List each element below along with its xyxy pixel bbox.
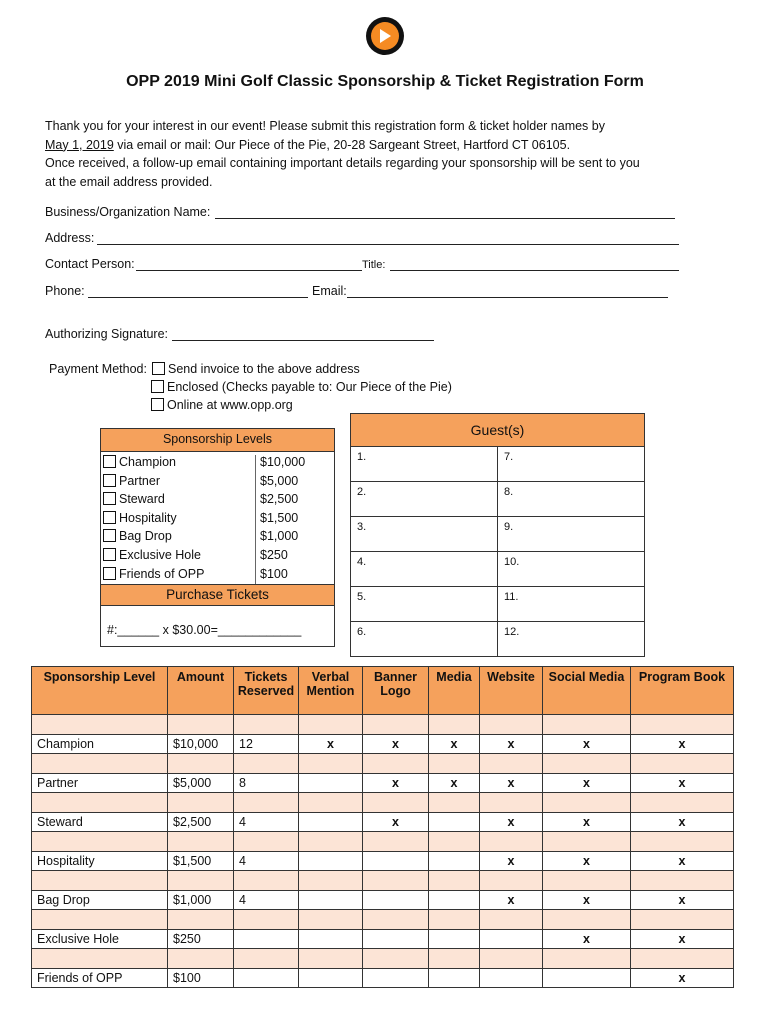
spacer-cell [429,832,480,852]
table-cell: Partner [32,774,168,793]
table-cell: 4 [234,891,299,910]
table-cell [299,930,363,949]
table-cell [429,813,480,832]
table-cell: x [480,891,543,910]
level-option[interactable]: Hospitality $1,500 [103,511,332,529]
payment-label: Payment Method: [49,362,147,376]
table-cell: x [543,813,631,832]
table-cell: x [480,774,543,793]
table-cell: x [480,813,543,832]
guest-field[interactable]: 4. [351,552,498,587]
spacer-row [32,949,734,969]
level-option[interactable]: Champion $10,000 [103,455,332,473]
level-option[interactable]: Exclusive Hole $250 [103,548,332,566]
spacer-cell [32,715,168,735]
table-cell: x [631,969,734,988]
spacer-cell [631,910,734,930]
checkbox[interactable] [103,548,116,561]
title-label: Title: [362,259,386,271]
guest-field[interactable]: 2. [351,482,498,517]
signature-input[interactable] [172,340,434,341]
table-cell: Bag Drop [32,891,168,910]
table-cell: 4 [234,852,299,871]
contact-label: Contact Person: [45,257,135,271]
purchase-tickets-heading: Purchase Tickets [101,584,334,606]
table-cell: x [631,930,734,949]
level-option[interactable]: Bag Drop $1,000 [103,529,332,547]
guest-field[interactable]: 9. [498,517,645,552]
table-cell [363,969,429,988]
guest-field[interactable]: 5. [351,587,498,622]
spacer-cell [429,793,480,813]
spacer-cell [543,910,631,930]
table-cell: Friends of OPP [32,969,168,988]
spacer-cell [234,949,299,969]
spacer-cell [429,949,480,969]
spacer-cell [363,949,429,969]
table-cell: x [631,891,734,910]
column-header: Amount [168,667,234,715]
table-cell: x [543,930,631,949]
table-cell: x [543,891,631,910]
guest-field[interactable]: 7. [498,447,645,482]
column-header: Verbal Mention [299,667,363,715]
address-label: Address: [45,231,95,245]
checkbox[interactable] [103,511,116,524]
table-cell: x [631,852,734,871]
play-icon [380,29,391,43]
level-option[interactable]: Friends of OPP $100 [103,567,332,585]
spacer-cell [363,754,429,774]
table-cell [299,852,363,871]
spacer-cell [363,793,429,813]
benefits-table [31,666,734,988]
spacer-cell [480,832,543,852]
column-header: Social Media [543,667,631,715]
phone-input[interactable] [88,297,308,298]
column-header: Sponsorship Level [32,667,168,715]
column-header: Banner Logo [363,667,429,715]
spacer-cell [168,910,234,930]
spacer-cell [32,754,168,774]
opp-logo [366,17,404,55]
spacer-cell [363,871,429,891]
table-cell [299,891,363,910]
spacer-cell [480,871,543,891]
table-cell [299,813,363,832]
email-label: Email: [312,284,347,298]
spacer-cell [168,871,234,891]
table-cell: x [299,735,363,754]
spacer-cell [299,871,363,891]
table-cell: x [543,735,631,754]
spacer-cell [299,910,363,930]
table-cell: 12 [234,735,299,754]
spacer-cell [32,871,168,891]
spacer-cell [168,832,234,852]
table-cell: 4 [234,813,299,832]
spacer-cell [168,793,234,813]
table-cell: x [631,813,734,832]
spacer-cell [543,871,631,891]
guest-field[interactable]: 8. [498,482,645,517]
table-cell: Hospitality [32,852,168,871]
table-cell: x [480,735,543,754]
spacer-cell [168,715,234,735]
table-cell [234,969,299,988]
spacer-cell [363,715,429,735]
table-cell: x [429,774,480,793]
title-input[interactable] [390,270,679,271]
spacer-row [32,793,734,813]
table-cell: Exclusive Hole [32,930,168,949]
table-cell: $1,500 [168,852,234,871]
spacer-cell [543,754,631,774]
spacer-cell [631,871,734,891]
table-cell [543,969,631,988]
table-cell [429,891,480,910]
spacer-row [32,754,734,774]
table-cell [363,930,429,949]
spacer-cell [32,832,168,852]
spacer-cell [429,715,480,735]
address-input[interactable] [97,244,679,245]
contact-input[interactable] [136,270,362,271]
table-cell [234,930,299,949]
table-cell: $10,000 [168,735,234,754]
page-title: OPP 2019 Mini Golf Classic Sponsorship & Ticket Registration Form [126,73,644,90]
guest-field[interactable]: 1. [351,447,498,482]
spacer-cell [631,832,734,852]
table-cell: x [363,735,429,754]
table-cell: Champion [32,735,168,754]
spacer-cell [631,949,734,969]
level-option[interactable]: Steward $2,500 [103,492,332,510]
table-cell [299,969,363,988]
spacer-cell [480,715,543,735]
sponsorship-levels-box [100,428,335,647]
table-cell [429,930,480,949]
checkbox[interactable] [151,380,164,393]
spacer-cell [32,910,168,930]
spacer-cell [32,949,168,969]
spacer-row [32,715,734,735]
spacer-cell [299,793,363,813]
sponsorship-levels-heading: Sponsorship Levels [101,429,334,452]
guest-field[interactable]: 3. [351,517,498,552]
table-cell: x [363,774,429,793]
checkbox[interactable] [151,398,164,411]
spacer-cell [234,910,299,930]
spacer-cell [429,910,480,930]
checkbox[interactable] [103,567,116,580]
table-row [32,852,734,871]
table-row [32,969,734,988]
column-header: Tickets Reserved [234,667,299,715]
table-cell: Steward [32,813,168,832]
spacer-cell [299,715,363,735]
business-input[interactable] [215,218,675,219]
spacer-cell [234,754,299,774]
deadline: May 1, 2019 [45,137,114,152]
signature-label: Authorizing Signature: [45,327,168,341]
guest-field[interactable]: 12. [498,622,645,657]
guest-field[interactable]: 6. [351,622,498,657]
table-cell [363,852,429,871]
spacer-cell [631,754,734,774]
spacer-cell [363,832,429,852]
spacer-cell [234,871,299,891]
phone-label: Phone: [45,284,85,298]
table-cell [480,969,543,988]
payment-option-online[interactable]: Online at www.opp.org [151,398,293,412]
table-row [32,813,734,832]
spacer-cell [543,949,631,969]
spacer-cell [429,754,480,774]
checkbox[interactable] [103,474,116,487]
guest-field[interactable]: 11. [498,587,645,622]
table-cell: $2,500 [168,813,234,832]
table-cell: x [631,735,734,754]
spacer-row [32,832,734,852]
spacer-cell [480,793,543,813]
intro-text: Thank you for your interest in our event! Please submit this registration form & ticket holder names by May 1, 2019 via email or mail: Our Piece of the Pie, 20-28 Sargeant Street, Hartford CT 06105. Once received, a follow-up email containing important details regarding your sponsorship will be sent to you at the email address provided. [45,119,640,189]
guest-field[interactable]: 10. [498,552,645,587]
column-header: Program Book [631,667,734,715]
table-cell: x [543,774,631,793]
guests-table [350,413,645,657]
table-cell: $100 [168,969,234,988]
spacer-cell [234,793,299,813]
table-cell [299,774,363,793]
spacer-cell [543,793,631,813]
spacer-cell [168,949,234,969]
column-header: Media [429,667,480,715]
email-input[interactable] [347,297,668,298]
table-cell: x [631,774,734,793]
spacer-cell [299,754,363,774]
spacer-cell [429,871,480,891]
table-row [32,774,734,793]
spacer-cell [32,793,168,813]
table-row [32,891,734,910]
spacer-cell [480,949,543,969]
ticket-quantity-field[interactable]: #:______ x $30.00=____________ [107,623,302,637]
spacer-cell [299,832,363,852]
spacer-cell [234,715,299,735]
spacer-row [32,871,734,891]
table-cell [429,852,480,871]
column-header: Website [480,667,543,715]
table-cell: x [429,735,480,754]
checkbox[interactable] [152,362,165,375]
table-cell [429,969,480,988]
payment-option-enclosed[interactable]: Enclosed (Checks payable to: Our Piece of the Pie) [151,380,452,394]
checkbox[interactable] [103,455,116,468]
table-cell: $250 [168,930,234,949]
spacer-cell [543,715,631,735]
payment-option-invoice[interactable]: Send invoice to the above address [152,362,360,376]
level-option[interactable]: Partner $5,000 [103,474,332,492]
spacer-cell [480,754,543,774]
checkbox[interactable] [103,492,116,505]
spacer-cell [168,754,234,774]
spacer-cell [234,832,299,852]
table-cell: x [543,852,631,871]
table-cell [480,930,543,949]
spacer-cell [363,910,429,930]
table-row [32,735,734,754]
spacer-cell [543,832,631,852]
table-cell: $5,000 [168,774,234,793]
table-row [32,930,734,949]
table-cell: x [363,813,429,832]
spacer-cell [299,949,363,969]
checkbox[interactable] [103,529,116,542]
table-cell: x [480,852,543,871]
table-cell: 8 [234,774,299,793]
spacer-row [32,910,734,930]
spacer-cell [480,910,543,930]
table-cell: $1,000 [168,891,234,910]
spacer-cell [631,793,734,813]
guests-heading: Guest(s) [351,414,645,447]
table-cell [363,891,429,910]
spacer-cell [631,715,734,735]
business-label: Business/Organization Name: [45,205,211,219]
